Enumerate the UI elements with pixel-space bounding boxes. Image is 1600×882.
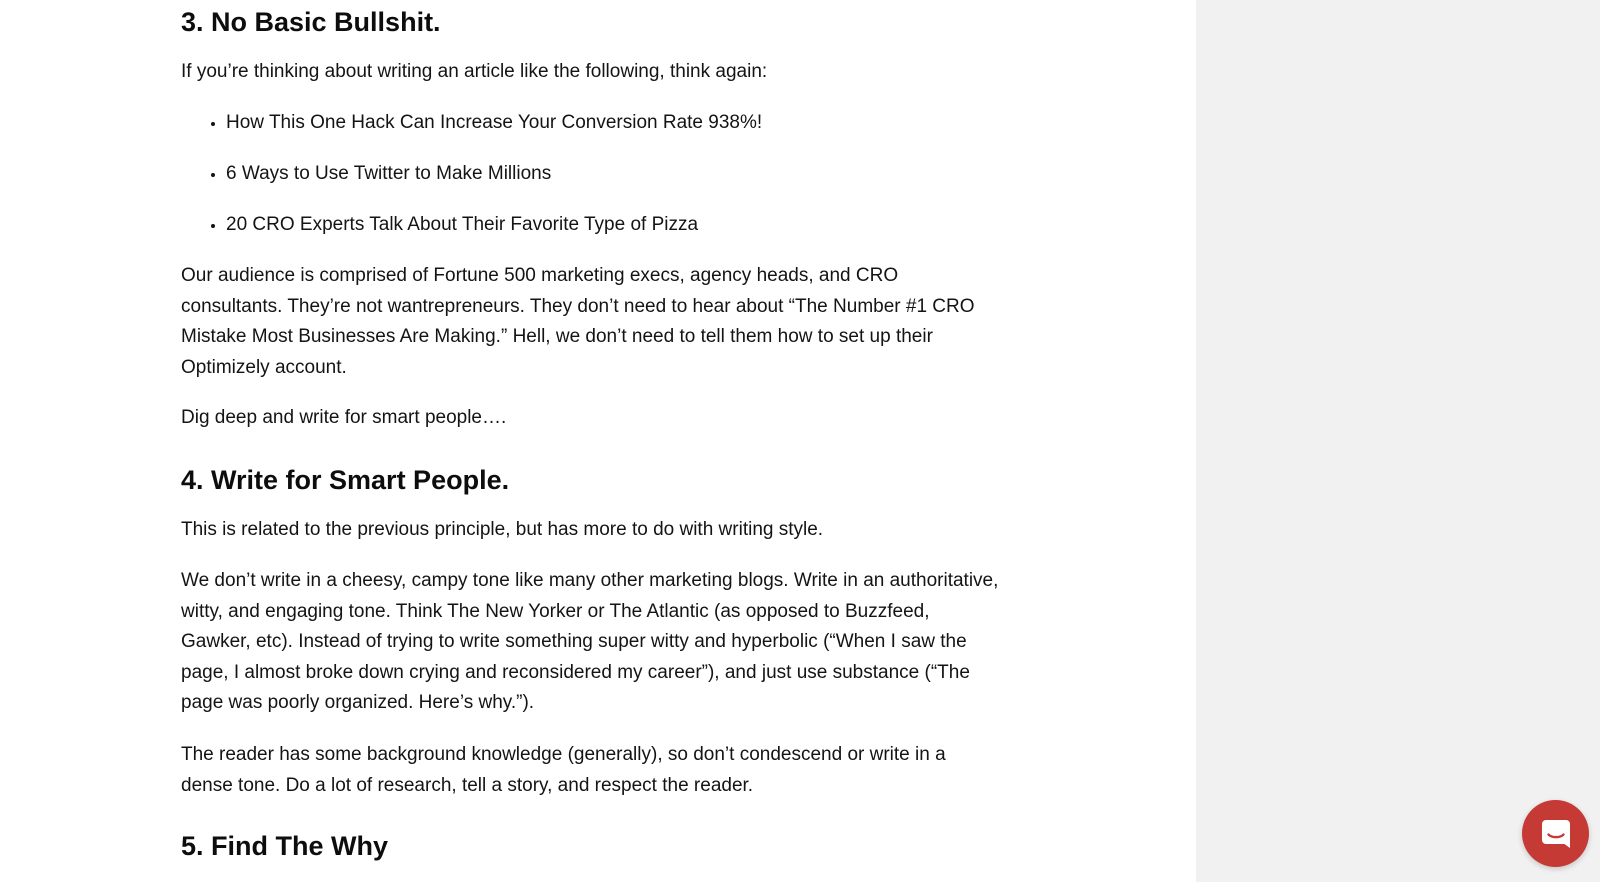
chat-bubble-icon [1539, 817, 1573, 851]
sidebar [1196, 0, 1600, 882]
list-item: • How This One Hack Can Increase Your Conversion Rate 938%! [226, 108, 762, 139]
list-item: • 20 CRO Experts Talk About Their Favorite Type of Pizza [226, 210, 698, 241]
tone-paragraph: We don’t write in a cheesy, campy tone like many other marketing blogs. Write in an authoritative, witty, and engaging tone. Think The New Yorker or The Atlantic (as opposed to Buzzfeed, Gawker, etc). Instead of trying to write something super witty and hyperbolic (“When I saw the page, I almost broke down crying and reconsidered my career”), and just use substance (“The page was poorly organized. Here’s why.”). [181, 570, 999, 713]
section-heading-no-basic: 3. No Basic Bullshit. [181, 7, 441, 37]
reader-paragraph: The reader has some background knowledge (generally), so don’t condescend or write in a dense tone. Do a lot of research, tell a story, and respect the reader. [181, 744, 946, 796]
intro-paragraph: If you’re thinking about writing an article like the following, think again: [181, 61, 768, 82]
chat-launcher-button[interactable] [1522, 800, 1589, 867]
list-item: • 6 Ways to Use Twitter to Make Millions [226, 159, 551, 190]
related-paragraph: This is related to the previous principle, but has more to do with writing style. [181, 519, 824, 540]
audience-paragraph: Our audience is comprised of Fortune 500 marketing execs, agency heads, and CRO consultants. They’re not wantrepreneurs. They don’t need to hear about “The Number #1 CRO Mistake Most Businesses Are Making.” Hell, we don’t need to tell them how to set up their Optimizely account. [181, 265, 975, 378]
section-heading-smart-people: 4. Write for Smart People. [181, 465, 510, 495]
section-heading-find-why: 5. Find The Why [181, 831, 388, 861]
transition-paragraph: Dig deep and write for smart people…. [181, 407, 507, 428]
